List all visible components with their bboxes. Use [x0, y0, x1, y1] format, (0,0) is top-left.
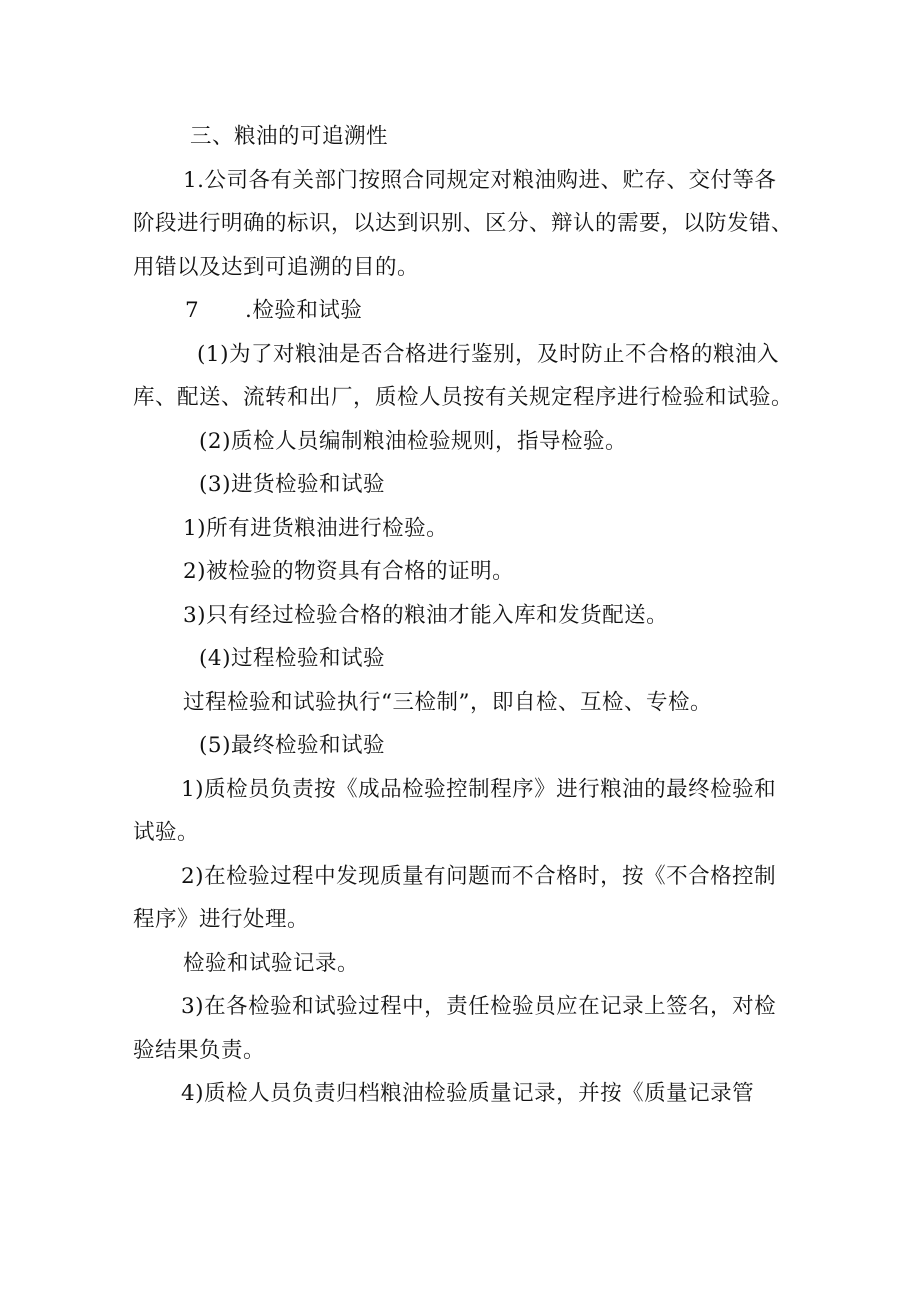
section-number: 7: [185, 298, 200, 323]
list-item-records-3: 3)在各检验和试验过程中，责任检验员应在记录上签名，对检验结果负责。: [133, 994, 777, 1063]
subheading-records: 检验和试验记录。: [183, 950, 360, 976]
section-title: .检验和试验: [245, 298, 363, 323]
list-item-final-1: 1)质检员负责按《成品检验控制程序》进行粮油的最终检验和试验。: [133, 776, 777, 845]
section-heading-inspection: [135, 289, 795, 333]
list-item-incoming-2: 2)被检验的物资具有合格的证明。: [183, 559, 515, 584]
section-heading-traceability: 三、粮油的可追溯性: [190, 124, 389, 149]
subheading-final-inspection: (5)最终检验和试验: [199, 733, 385, 758]
list-item-final-2: 2)在检验过程中发现质量有问题而不合格时，按《不合格控制程序》进行处理。: [133, 863, 777, 932]
subheading-process-inspection: (4)过程检验和试验: [199, 646, 385, 671]
paragraph-item-1: (1)为了对粮油是否合格进行鉴别，及时防止不合格的粮油入库、配送、流转和出厂，质检人员按有关规定程序进行检验和试验。: [133, 341, 794, 410]
list-item-records-4: 4)质检人员负责归档粮油检验质量记录，并按《质量记录管: [181, 1081, 755, 1106]
subheading-incoming-inspection: (3)进货检验和试验: [199, 472, 385, 497]
paragraph-three-check: 过程检验和试验执行“三检制”，即自检、互检、专检。: [183, 689, 712, 715]
document-body: [135, 115, 795, 1116]
paragraph-identification: 1.公司各有关部门按照合同规定对粮油购进、贮存、交付等各阶段进行明确的标识，以达到识别、区分、辩认的需要，以防发错、用错以及达到可追溯的目的。: [133, 167, 794, 280]
list-item-incoming-1: 1)所有进货粮油进行检验。: [183, 515, 449, 541]
paragraph-item-2: (2)质检人员编制粮油检验规则，指导检验。: [199, 428, 627, 454]
list-item-incoming-3: 3)只有经过检验合格的粮油才能入库和发货配送。: [183, 602, 669, 628]
